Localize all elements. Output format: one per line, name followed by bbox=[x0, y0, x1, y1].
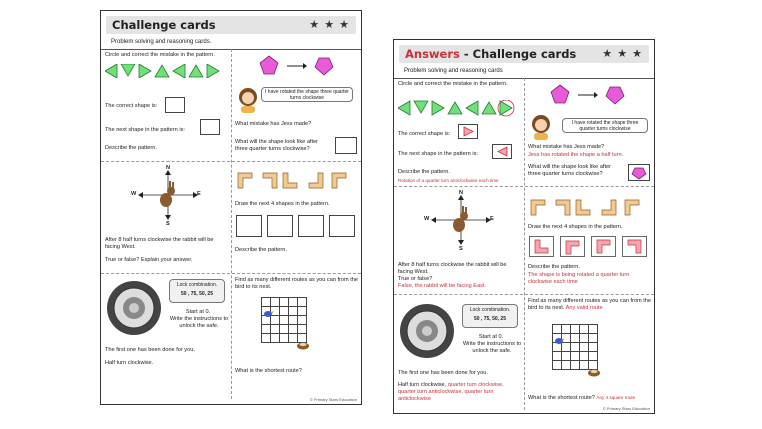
compass-south: S bbox=[166, 221, 170, 227]
q6-find: Find as many different routes as you can from the bird to its nest. bbox=[235, 277, 359, 290]
q5-write: Write the instructions to unlock the safe. bbox=[462, 341, 522, 354]
l-shape-answers bbox=[529, 236, 651, 258]
q3-text: After 8 half turns clockwise the rabbit will be facing West. bbox=[398, 262, 507, 275]
drawing-box[interactable] bbox=[298, 215, 324, 237]
sheet-title bbox=[405, 47, 576, 61]
q1-answer: Rotation of a quarter turn anticlockwise each time bbox=[398, 178, 499, 183]
q4-describe-label: Describe the pattern. bbox=[235, 247, 287, 253]
answer-box[interactable] bbox=[335, 137, 357, 154]
lock-numbers: 50 , 75, 50, 25 bbox=[181, 291, 213, 297]
sheet-subtitle: Problem solving and reasoning cards. bbox=[111, 39, 212, 45]
speech-bubble bbox=[562, 118, 648, 133]
q5-start: Start at 0. bbox=[185, 309, 211, 315]
compass-north: N bbox=[166, 165, 171, 171]
q5-half: Half turn clockwise, bbox=[398, 382, 447, 388]
answer-box[interactable] bbox=[165, 97, 185, 113]
nest-icon bbox=[587, 367, 601, 377]
safe-dial-icon bbox=[105, 279, 163, 337]
lock-title: Lock combination. bbox=[176, 282, 218, 288]
q5-answer-block bbox=[398, 382, 522, 403]
answer-box[interactable] bbox=[200, 119, 220, 135]
q3-text: After 8 half turns clockwise the rabbit will be facing West. bbox=[105, 237, 214, 250]
lock-combination-box bbox=[169, 279, 225, 303]
q1-correct-label: The correct shape is: bbox=[398, 131, 451, 137]
answer-box bbox=[628, 164, 650, 181]
grid-divider bbox=[101, 273, 361, 274]
route-grid bbox=[261, 297, 307, 343]
pentagon-rotation bbox=[550, 84, 630, 108]
drawing-box[interactable] bbox=[236, 215, 262, 237]
q5-half: Half turn clockwise. bbox=[105, 360, 154, 366]
title-bar bbox=[106, 16, 356, 34]
jess-avatar-icon bbox=[530, 114, 552, 140]
grid-divider bbox=[524, 78, 525, 410]
title-bar bbox=[399, 45, 649, 63]
q1-describe-label: Describe the pattern. bbox=[398, 169, 450, 175]
bird-icon bbox=[262, 307, 274, 319]
speech-text: I have rotated the shape three quarter turns clockwise bbox=[265, 89, 349, 101]
compass-south: S bbox=[459, 246, 463, 252]
q2-mistake-label: What mistake has Jess made? bbox=[235, 121, 312, 127]
q5-start: Start at 0. bbox=[478, 334, 504, 340]
q4-answer: The shape is being rotated a quarter turn clockwise each time bbox=[528, 272, 630, 285]
sheet-title: Challenge cards bbox=[112, 18, 216, 32]
q6-short-block bbox=[528, 394, 635, 402]
footer-copyright: © Primary Stars Education bbox=[602, 406, 650, 411]
safe-dial-icon bbox=[398, 302, 456, 360]
compass-west: W bbox=[424, 216, 430, 222]
triangle-pattern bbox=[398, 100, 522, 118]
q6-short: What is the shortest route? bbox=[528, 395, 595, 401]
q5-write: Write the instructions to unlock the safe. bbox=[169, 316, 229, 329]
answer-box bbox=[492, 144, 512, 159]
difficulty-stars: ★ ★ ★ bbox=[309, 19, 350, 31]
q1-title: Circle and correct the mistake in the pattern. bbox=[105, 52, 215, 58]
compass-west: W bbox=[131, 191, 137, 197]
jess-avatar-icon bbox=[237, 87, 259, 113]
q3-tf: True or false? bbox=[398, 276, 433, 282]
q6-short-answer: Any 4 square route bbox=[596, 395, 636, 400]
rotated-pentagon-icon bbox=[629, 165, 649, 180]
grid-divider bbox=[394, 186, 654, 187]
pentagon-rotation bbox=[259, 55, 339, 79]
q1-correct-label: The correct shape is: bbox=[105, 103, 158, 109]
q2-after-label: What will the shape look like after three quarter turns clockwise? bbox=[235, 139, 319, 152]
q5-first: The first one has been done for you. bbox=[105, 347, 195, 353]
drawing-box[interactable] bbox=[267, 215, 293, 237]
speech-bubble bbox=[261, 87, 353, 102]
answer-box bbox=[458, 124, 478, 139]
q3-tf: True or false? Explain your answer. bbox=[105, 257, 193, 263]
q2-mistake-label: What mistake has Jess made? bbox=[528, 144, 605, 150]
q4-describe-label: Describe the pattern. bbox=[528, 264, 580, 270]
lock-title: Lock combination. bbox=[469, 307, 511, 313]
q6-find-text: Find as many different routes as you can from the bird to its nest. bbox=[528, 298, 652, 311]
title-rest: - Challenge cards bbox=[459, 47, 577, 61]
grid-divider bbox=[394, 294, 654, 295]
correct-triangle-icon bbox=[459, 125, 477, 138]
bird-icon bbox=[553, 334, 565, 346]
nest-icon bbox=[296, 340, 310, 350]
q6-short: What is the shortest route? bbox=[235, 368, 302, 374]
triangle-pattern bbox=[105, 64, 229, 78]
speech-text: I have rotated the shape three quarter turns clockwise bbox=[571, 120, 639, 132]
q5-answer: quarter turn clockwise, quarter turn anticlockwise, quarter turn anticlockwise bbox=[398, 382, 504, 402]
grid-divider bbox=[101, 161, 361, 162]
drawing-box[interactable] bbox=[329, 215, 355, 237]
q4-draw-label: Draw the next 4 shapes in the pattern. bbox=[235, 201, 330, 207]
compass-east: E bbox=[197, 191, 201, 197]
difficulty-stars: ★ ★ ★ bbox=[602, 48, 643, 60]
q1-next-label: The next shape in the pattern is: bbox=[398, 151, 478, 157]
q5-first: The first one has been done for you. bbox=[398, 370, 488, 376]
q6-find bbox=[528, 298, 652, 312]
lock-numbers: 50 , 75, 50, 25 bbox=[474, 316, 506, 322]
q6-any: Any valid route bbox=[565, 305, 603, 311]
next-triangle-icon bbox=[493, 145, 511, 158]
challenge-card-sheet bbox=[100, 10, 362, 405]
answers-label: Answers bbox=[405, 47, 460, 61]
footer-copyright: © Primary Stars Education bbox=[309, 397, 357, 402]
grid-divider bbox=[231, 49, 232, 399]
q1-next-label: The next shape in the pattern is: bbox=[105, 127, 185, 133]
q2-answer: Jess has rotated the shape a half turn. bbox=[528, 152, 624, 158]
q1-describe-label: Describe the pattern. bbox=[105, 145, 157, 151]
answers-card-sheet bbox=[393, 39, 655, 414]
l-shape-pattern bbox=[530, 198, 652, 218]
lock-combination-box bbox=[462, 304, 518, 328]
q4-draw-label: Draw the next 4 shapes in the pattern. bbox=[528, 224, 623, 230]
sheet-subtitle: Problem solving and reasoning cards bbox=[404, 68, 503, 74]
l-shape-pattern bbox=[237, 171, 359, 191]
q3-answer: False, the rabbit will be facing East. bbox=[398, 283, 486, 289]
compass-east: E bbox=[490, 216, 494, 222]
q1-title: Circle and correct the mistake in the pattern. bbox=[398, 81, 508, 87]
route-grid bbox=[552, 324, 598, 370]
compass-north: N bbox=[459, 190, 464, 196]
q2-after-label: What will the shape look like after three quarter turns clockwise? bbox=[528, 164, 612, 177]
